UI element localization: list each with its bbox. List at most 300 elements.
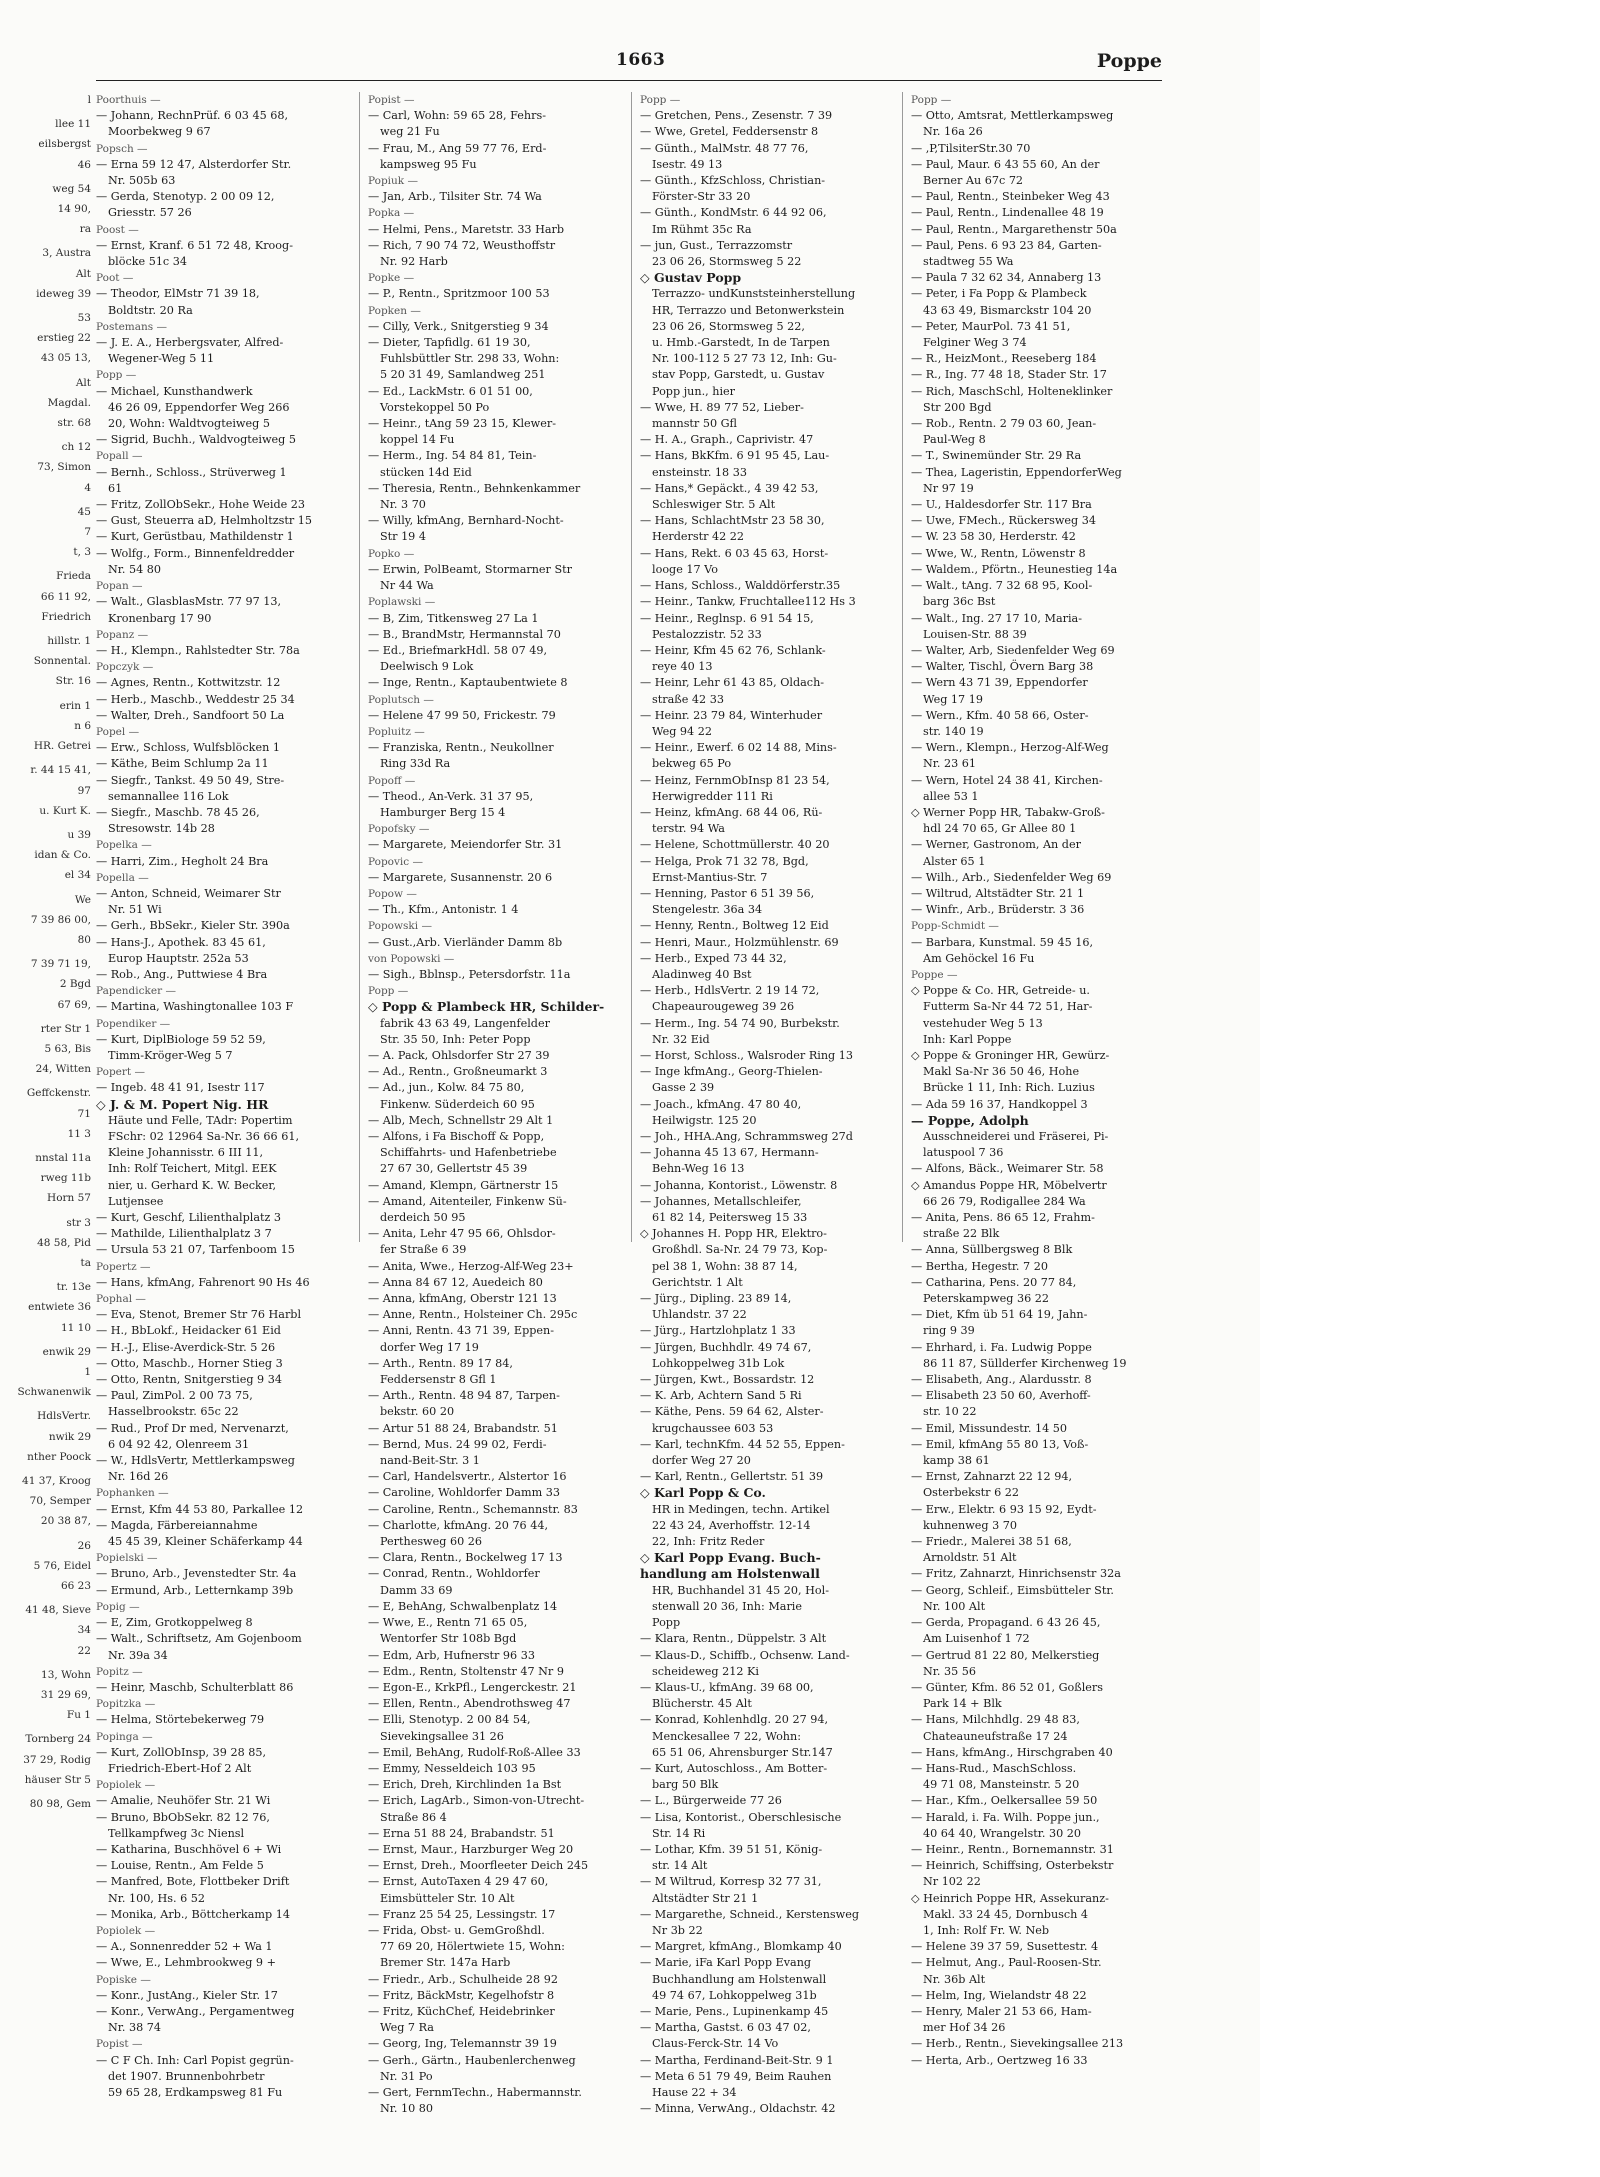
directory-entry: — J. E. A., Herbergsvater, Alfred- bbox=[96, 336, 284, 350]
directory-entry: Stengelestr. 36a 34 bbox=[652, 903, 763, 917]
directory-entry: — Artur 51 88 24, Brabandstr. 51 bbox=[368, 1421, 558, 1435]
directory-entry: — Wwe, H. 89 77 52, Lieber- bbox=[640, 400, 804, 414]
directory-entry: koppel 14 Fu bbox=[380, 433, 455, 447]
directory-entry: straße 42 33 bbox=[652, 692, 724, 706]
directory-entry: looge 17 Vo bbox=[652, 562, 718, 576]
page-header bbox=[96, 50, 1162, 81]
directory-entry: — Kurt, Geschf, Lilienthalplatz 3 bbox=[96, 1211, 282, 1225]
directory-entry: — Jürgen, Kwt., Bossardstr. 12 bbox=[640, 1373, 815, 1387]
directory-entry: — P., Rentn., Spritzmoor 100 53 bbox=[368, 287, 550, 301]
directory-entry: u. Hmb.-Garstedt, In de Tarpen bbox=[652, 336, 830, 350]
directory-entry: semannallee 116 Lok bbox=[108, 789, 229, 803]
directory-entry: scheideweg 212 Ki bbox=[652, 1664, 759, 1678]
surname-heading: Popelka — bbox=[96, 839, 152, 852]
directory-entry: 49 74 67, Lohkoppelweg 31b bbox=[652, 1988, 817, 2002]
directory-entry: — Jürg., Dipling. 23 89 14, bbox=[640, 1292, 792, 1306]
directory-entry: Peterskampweg 36 22 bbox=[923, 1292, 1050, 1306]
directory-entry: Popp bbox=[652, 1616, 681, 1630]
binding-fragment: 53 bbox=[77, 312, 91, 325]
surname-heading: Popczyk — bbox=[96, 661, 154, 674]
directory-entry: Aladinweg 40 Bst bbox=[652, 967, 752, 981]
directory-entry: — Caroline, Rentn., Schemannstr. 83 bbox=[368, 1502, 578, 1516]
directory-entry: — Bruno, Arb., Jevenstedter Str. 4a bbox=[96, 1567, 297, 1581]
directory-entry: — Anna 84 67 12, Auedeich 80 bbox=[368, 1275, 543, 1289]
directory-entry: — Hans, Schloss., Walddörferstr.35 bbox=[640, 579, 841, 593]
directory-entry: hdl 24 70 65, Gr Allee 80 1 bbox=[923, 822, 1077, 836]
directory-entry: — Walter, Dreh., Sandfoort 50 La bbox=[96, 708, 285, 722]
directory-entry: Inh: Karl Poppe bbox=[923, 1032, 1012, 1046]
directory-entry: — Günth., KondMstr. 6 44 92 06, bbox=[640, 206, 827, 220]
directory-entry: terstr. 94 Wa bbox=[652, 822, 725, 836]
directory-entry: — Amand, Aitenteiler, Finkenw Sü- bbox=[368, 1194, 567, 1208]
directory-entry: bekstr. 60 20 bbox=[380, 1405, 455, 1419]
directory-entry: — Heinr, Maschb, Schulterblatt 86 bbox=[96, 1680, 294, 1694]
binding-fragment: 24, Witten bbox=[35, 1063, 91, 1076]
directory-entry: Nr 102 22 bbox=[923, 1875, 981, 1889]
directory-entry: — Walter, Tischl, Övern Barg 38 bbox=[911, 660, 1094, 674]
directory-entry: — Peter, i Fa Popp & Plambeck bbox=[911, 287, 1087, 301]
directory-entry: — Erna 59 12 47, Alsterdorfer Str. bbox=[96, 157, 292, 171]
directory-entry: — Heinr. 23 79 84, Winterhuder bbox=[640, 708, 823, 722]
directory-entry: 22, Inh: Fritz Reder bbox=[652, 1535, 765, 1549]
directory-entry: pel 38 1, Wohn: 38 87 14, bbox=[652, 1259, 798, 1273]
surname-heading: Popp — bbox=[640, 94, 681, 106]
surname-heading: Popoff — bbox=[368, 774, 416, 787]
directory-entry: Nr. 32 Eid bbox=[652, 1032, 710, 1046]
directory-entry: 27 67 30, Gellertstr 45 39 bbox=[380, 1162, 528, 1176]
directory-entry: — Konr., JustAng., Kieler Str. 17 bbox=[96, 1988, 278, 2002]
directory-entry: Timm-Kröger-Weg 5 7 bbox=[108, 1048, 233, 1062]
directory-entry: Nr. 31 Po bbox=[380, 2069, 433, 2083]
directory-entry: — Martha, Gastst. 6 03 47 02, bbox=[640, 2021, 811, 2035]
directory-entry: — T., Swinemünder Str. 29 Ra bbox=[911, 449, 1082, 463]
directory-entry: Nr. 92 Harb bbox=[380, 255, 448, 269]
directory-entry: — Karl, technKfm. 44 52 55, Eppen- bbox=[640, 1437, 845, 1451]
surname-heading: Popofsky — bbox=[368, 823, 430, 836]
directory-entry: Ernst-Mantius-Str. 7 bbox=[652, 870, 768, 884]
directory-entry: allee 53 1 bbox=[923, 789, 979, 803]
directory-entry: Nr. 16a 26 bbox=[923, 125, 983, 139]
directory-entry: — Ingeb. 48 41 91, Isestr 117 bbox=[96, 1081, 265, 1095]
directory-entry: Herwigredder 111 Ri bbox=[652, 789, 773, 803]
scan-background bbox=[1260, 0, 1600, 2177]
directory-entry: — Kurt, ZollObInsp, 39 28 85, bbox=[96, 1745, 267, 1759]
directory-entry: — Ellen, Rentn., Abendrothsweg 47 bbox=[368, 1697, 571, 1711]
directory-entry: Moorbekweg 9 67 bbox=[108, 125, 211, 139]
directory-entry: — Clara, Rentn., Bockelweg 17 13 bbox=[368, 1551, 563, 1565]
surname-heading: Popitzka — bbox=[96, 1698, 156, 1711]
directory-entry: Tellkampfweg 3c Niensl bbox=[108, 1826, 245, 1840]
directory-entry: — Emil, BehAng, Rudolf-Roß-Allee 33 bbox=[368, 1745, 581, 1759]
binding-fragment: llee 11 bbox=[55, 118, 91, 131]
surname-heading: Popiolek — bbox=[96, 1779, 156, 1792]
directory-entry: — Dieter, Tapfidlg. 61 19 30, bbox=[368, 336, 531, 350]
directory-entry: — Margret, kfmAng., Blomkamp 40 bbox=[640, 1940, 842, 1954]
directory-entry: — M Wiltrud, Korresp 32 77 31, bbox=[640, 1875, 822, 1889]
directory-entry: — B., BrandMstr, Hermannstal 70 bbox=[368, 627, 561, 641]
column-rule bbox=[902, 92, 903, 1242]
binding-fragment: 73, Simon bbox=[37, 461, 91, 474]
directory-entry: — Gert, FernmTechn., Habermannstr. bbox=[368, 2085, 582, 2099]
directory-entry: — jun, Gust., Terrazzomstr bbox=[640, 238, 793, 252]
directory-entry: — Heinz, kfmAng. 68 44 06, Rü- bbox=[640, 805, 823, 819]
directory-entry: Chapeaurougeweg 39 26 bbox=[652, 1000, 795, 1014]
directory-entry: 23 06 26, Stormsweg 5 22 bbox=[652, 255, 802, 269]
directory-entry: dorfer Weg 27 20 bbox=[652, 1454, 751, 1468]
directory-entry: — W. 23 58 30, Herderstr. 42 bbox=[911, 530, 1076, 544]
surname-heading: Popsch — bbox=[96, 142, 148, 155]
binding-fragment: nwik 29 bbox=[48, 1430, 91, 1443]
directory-entry: Nr. 3 70 bbox=[380, 498, 426, 512]
directory-entry: — Erw., Elektr. 6 93 15 92, Eydt- bbox=[911, 1502, 1097, 1516]
binding-fragment: 3, Austra bbox=[42, 247, 91, 260]
binding-fragment: 37 29, Rodig bbox=[23, 1753, 91, 1766]
directory-entry: Kleine Johannisstr. 6 III 11, bbox=[108, 1146, 264, 1160]
directory-entry: Uhlandstr. 37 22 bbox=[652, 1308, 747, 1322]
surname-heading: Popovic — bbox=[368, 855, 424, 868]
surname-heading: Popist — bbox=[96, 2038, 143, 2051]
directory-entry: stadtweg 55 Wa bbox=[923, 255, 1014, 269]
directory-entry: 77 69 20, Hölertwiete 15, Wohn: bbox=[380, 1940, 565, 1954]
binding-fragment: 80 98, Gem bbox=[29, 1798, 91, 1811]
directory-entry: — Günth., KfzSchloss, Christian- bbox=[640, 174, 826, 188]
directory-entry: — Gust.,Arb. Vierländer Damm 8b bbox=[368, 935, 563, 949]
binding-fragment: Friedrich bbox=[41, 610, 91, 623]
directory-entry: Wegener-Weg 5 11 bbox=[108, 352, 215, 366]
directory-entry: — Ed., LackMstr. 6 01 51 00, bbox=[368, 384, 533, 398]
directory-entry: — Rob., Ang., Puttwiese 4 Bra bbox=[96, 967, 268, 981]
directory-entry: — Peter, MaurPol. 73 41 51, bbox=[911, 319, 1071, 333]
directory-entry: — Hans, Rekt. 6 03 45 63, Horst- bbox=[640, 546, 829, 560]
directory-entry: — Hans-Rud., MaschSchloss. bbox=[911, 1761, 1077, 1775]
directory-entry: blöcke 51c 34 bbox=[108, 255, 187, 269]
directory-entry: — Frida, Obst- u. GemGroßhdl. bbox=[368, 1923, 545, 1937]
directory-entry: mannstr 50 Gfl bbox=[652, 417, 738, 431]
directory-entry: mer Hof 34 26 bbox=[923, 2021, 1006, 2035]
directory-entry: stenwall 20 36, Inh: Marie bbox=[652, 1599, 802, 1613]
binding-fragment: 13, Wohn bbox=[41, 1668, 91, 1681]
binding-fragment: str. 68 bbox=[57, 417, 91, 430]
binding-fragment: Frieda bbox=[56, 570, 91, 583]
directory-entry: — Helene, Schottmüllerstr. 40 20 bbox=[640, 838, 830, 852]
surname-heading: Popan — bbox=[96, 580, 143, 593]
directory-entry: — Wern 43 71 39, Eppendorfer bbox=[911, 676, 1088, 690]
directory-entry: — Carl, Wohn: 59 65 28, Fehrs- bbox=[368, 109, 546, 123]
directory-entry: — Caroline, Wohldorfer Damm 33 bbox=[368, 1486, 560, 1500]
directory-entry: barg 50 Blk bbox=[652, 1778, 719, 1792]
directory-entry: Weg 17 19 bbox=[923, 692, 983, 706]
directory-entry: — Johanna 45 13 67, Hermann- bbox=[640, 1146, 819, 1160]
directory-entry: — Henny, Rentn., Boltweg 12 Eid bbox=[640, 919, 829, 933]
directory-entry: 86 11 87, Süllderfer Kirchenweg 19 bbox=[923, 1356, 1127, 1370]
directory-entry: Nr. 54 80 bbox=[108, 562, 162, 576]
directory-entry: — Herm., Ing. 54 84 81, Tein- bbox=[368, 449, 537, 463]
directory-entry: weg 21 Fu bbox=[380, 125, 440, 139]
directory-entry: — Michael, Kunsthandwerk bbox=[96, 384, 253, 398]
directory-entry: — Hans, Milchhdlg. 29 48 83, bbox=[911, 1713, 1080, 1727]
directory-entry: Am Gehöckel 16 Fu bbox=[923, 951, 1035, 965]
binding-fragment: 26 bbox=[77, 1539, 91, 1552]
directory-entry: Straße 86 4 bbox=[380, 1810, 447, 1824]
directory-entry: Ring 33d Ra bbox=[380, 757, 451, 771]
directory-entry: — Erich, Dreh, Kirchlinden 1a Bst bbox=[368, 1778, 562, 1792]
directory-entry: — Wern, Hotel 24 38 41, Kirchen- bbox=[911, 773, 1103, 787]
binding-fragment: 66 11 92, bbox=[40, 590, 91, 603]
directory-entry: ring 9 39 bbox=[923, 1324, 975, 1338]
directory-entry: — Bruno, BbObSekr. 82 12 76, bbox=[96, 1810, 270, 1824]
directory-entry: 45 45 39, Kleiner Schäferkamp 44 bbox=[108, 1535, 303, 1549]
directory-entry: — Walt., tAng. 7 32 68 95, Kool- bbox=[911, 579, 1093, 593]
binding-fragment: 97 bbox=[77, 784, 91, 797]
directory-entry: Nr. 100, Hs. 6 52 bbox=[108, 1891, 206, 1905]
binding-fragment: 7 bbox=[84, 526, 91, 539]
directory-entry: Osterbekstr 6 22 bbox=[923, 1486, 1019, 1500]
surname-heading: Popko — bbox=[368, 547, 415, 560]
directory-entry: — Emmy, Nesseldeich 103 95 bbox=[368, 1761, 536, 1775]
directory-entry: stücken 14d Eid bbox=[380, 465, 472, 479]
directory-entry: 23 06 26, Stormsweg 5 22, bbox=[652, 319, 805, 333]
directory-entry: — Heinr., tAng 59 23 15, Klewer- bbox=[368, 417, 557, 431]
binding-fragment: 66 23 bbox=[60, 1580, 91, 1593]
surname-heading: Popken — bbox=[368, 304, 421, 317]
directory-entry: — Heinr, Lehr 61 43 85, Oldach- bbox=[640, 676, 825, 690]
directory-entry: — Katharina, Buschhövel 6 + Wi bbox=[96, 1842, 282, 1856]
directory-entry: Herderstr 42 22 bbox=[652, 530, 745, 544]
directory-entry: — Franz 25 54 25, Lessingstr. 17 bbox=[368, 1907, 556, 1921]
directory-entry: — Frau, M., Ang 59 77 76, Erd- bbox=[368, 141, 547, 155]
directory-entry: Ausschneiderei und Fräserei, Pi- bbox=[923, 1130, 1109, 1143]
directory-entry: — Amalie, Neuhöfer Str. 21 Wi bbox=[96, 1794, 271, 1808]
directory-entry: str. 10 22 bbox=[923, 1405, 977, 1419]
surname-heading: Popanz — bbox=[96, 628, 149, 641]
directory-entry: — Theresia, Rentn., Behnkenkammer bbox=[368, 481, 581, 495]
binding-fragment: HdlsVertr. bbox=[37, 1410, 91, 1423]
directory-entry: — Rob., Rentn. 2 79 03 60, Jean- bbox=[911, 417, 1097, 431]
directory-entry: — Otto, Rentn, Snitgerstieg 9 34 bbox=[96, 1373, 282, 1387]
directory-entry: — Hans-J., Apothek. 83 45 61, bbox=[96, 935, 266, 949]
directory-entry: — Elisabeth, Ang., Alardusstr. 8 bbox=[911, 1373, 1092, 1387]
directory-entry: Nr. 39a 34 bbox=[108, 1648, 168, 1662]
directory-entry: 1, Inh: Rolf Fr. W. Neb bbox=[923, 1923, 1050, 1937]
directory-entry: — Monika, Arb., Böttcherkamp 14 bbox=[96, 1907, 290, 1921]
directory-entry: — Harald, i. Fa. Wilh. Poppe jun., bbox=[911, 1810, 1100, 1824]
directory-entry: — Edm, Arb, Hufnerstr 96 33 bbox=[368, 1648, 535, 1662]
directory-entry: kamp 38 61 bbox=[923, 1454, 990, 1468]
directory-entry: — Herb., Maschb., Weddestr 25 34 bbox=[96, 692, 295, 706]
binding-margin bbox=[0, 0, 95, 2177]
directory-entry: — Sigrid, Buchh., Waldvogteiweg 5 bbox=[96, 433, 296, 447]
directory-entry: ◇ Johannes H. Popp HR, Elektro- bbox=[640, 1227, 827, 1241]
directory-entry: — Ehrhard, i. Fa. Ludwig Poppe bbox=[911, 1340, 1092, 1354]
binding-fragment: el 34 bbox=[64, 869, 91, 882]
directory-entry: Paul-Weg 8 bbox=[923, 433, 986, 447]
surname-heading: Popka — bbox=[368, 207, 415, 220]
directory-entry: — Wiltrud, Altstädter Str. 21 1 bbox=[911, 886, 1085, 900]
directory-entry: — Arth., Rentn. 89 17 84, bbox=[368, 1356, 513, 1370]
directory-entry: Hamburger Berg 15 4 bbox=[380, 805, 506, 819]
directory-entry: Lutjensee bbox=[108, 1194, 164, 1208]
directory-entry: — Georg, Ing, Telemannstr 39 19 bbox=[368, 2037, 557, 2051]
directory-entry: — Johanna, Kontorist., Löwenstr. 8 bbox=[640, 1178, 838, 1192]
directory-entry: — Th., Kfm., Antonistr. 1 4 bbox=[368, 903, 519, 917]
directory-entry: — Herb., Rentn., Sievekingsallee 213 bbox=[911, 2037, 1124, 2051]
directory-entry: — Fritz, BäckMstr, Kegelhofstr 8 bbox=[368, 1988, 555, 2002]
directory-entry: 40 64 40, Wrangelstr. 30 20 bbox=[923, 1826, 1082, 1840]
surname-heading: Poot — bbox=[96, 272, 134, 285]
binding-fragment: Tornberg 24 bbox=[25, 1733, 91, 1746]
directory-entry: — Anni, Rentn. 43 71 39, Eppen- bbox=[368, 1324, 555, 1338]
directory-entry: — E, BehAng, Schwalbenplatz 14 bbox=[368, 1599, 558, 1613]
directory-entry: Makl Sa-Nr 36 50 46, Hohe bbox=[923, 1065, 1080, 1079]
directory-entry: Nr. 16d 26 bbox=[108, 1470, 169, 1484]
directory-entry: Förster-Str 33 20 bbox=[652, 190, 751, 204]
directory-entry: — Cilly, Verk., Snitgerstieg 9 34 bbox=[368, 319, 549, 333]
directory-entry: — Winfr., Arb., Brüderstr. 3 36 bbox=[911, 903, 1085, 917]
directory-entry: — Margarete, Susannenstr. 20 6 bbox=[368, 870, 553, 884]
directory-entry: Vorstekoppel 50 Po bbox=[380, 400, 490, 414]
directory-entry: — Martha, Ferdinand-Beit-Str. 9 1 bbox=[640, 2053, 834, 2067]
directory-entry: — Klaus-D., Schiffb., Ochsenw. Land- bbox=[640, 1648, 850, 1662]
directory-entry: Louisen-Str. 88 39 bbox=[923, 627, 1027, 641]
directory-entry: Inh: Rolf Teichert, Mitgl. EEK bbox=[108, 1162, 277, 1176]
directory-entry: — Agnes, Rentn., Kottwitzstr. 12 bbox=[96, 676, 281, 690]
directory-entry: Pestalozzistr. 52 33 bbox=[652, 627, 762, 641]
directory-entry: Park 14 + Blk bbox=[923, 1697, 1002, 1711]
directory-entry: — Ernst, Dreh., Moorfleeter Deich 245 bbox=[368, 1859, 589, 1873]
directory-entry: — Bertha, Hegestr. 7 20 bbox=[911, 1259, 1048, 1273]
directory-entry: — Jürg., Hartzlohplatz 1 33 bbox=[640, 1324, 796, 1338]
directory-entry: — Käthe, Pens. 59 64 62, Alster- bbox=[640, 1405, 824, 1419]
directory-entry: Im Rühmt 35c Ra bbox=[652, 222, 752, 236]
directory-entry: Nr. 23 61 bbox=[923, 757, 977, 771]
directory-entry: — E, Zim, Grotkoppelweg 8 bbox=[96, 1616, 253, 1630]
directory-entry: — Wern., Kfm. 40 58 66, Oster- bbox=[911, 708, 1089, 722]
directory-entry: — Conrad, Rentn., Wohldorfer bbox=[368, 1567, 540, 1581]
directory-entry: — Heinr., Ewerf. 6 02 14 88, Mins- bbox=[640, 741, 837, 755]
binding-fragment: nnstal 11a bbox=[35, 1151, 91, 1164]
directory-entry: fer Straße 6 39 bbox=[380, 1243, 467, 1257]
directory-entry: — Inge kfmAng., Georg-Thielen- bbox=[640, 1065, 823, 1079]
directory-entry: — Hans,* Gepäckt., 4 39 42 53, bbox=[640, 481, 819, 495]
directory-entry: — Theodor, ElMstr 71 39 18, bbox=[96, 287, 260, 301]
directory-entry: straße 22 Blk bbox=[923, 1227, 1000, 1241]
directory-entry: — Minna, VerwAng., Oldachstr. 42 bbox=[640, 2102, 836, 2116]
binding-fragment: 43 05 13, bbox=[40, 352, 91, 365]
directory-entry: fabrik 43 63 49, Langenfelder bbox=[380, 1016, 550, 1030]
directory-entry: — K. Arb, Achtern Sand 5 Ri bbox=[640, 1389, 802, 1403]
directory-entry: Nr 97 19 bbox=[923, 481, 974, 495]
directory-entry: — Käthe, Beim Schlump 2a 11 bbox=[96, 757, 269, 771]
directory-entry: stav Popp, Garstedt, u. Gustav bbox=[652, 368, 825, 382]
directory-entry: — Barbara, Kunstmal. 59 45 16, bbox=[911, 935, 1094, 949]
directory-entry: — Amand, Klempn, Gärtnerstr 15 bbox=[368, 1178, 559, 1192]
directory-entry: — Lisa, Kontorist., Oberschlesische bbox=[640, 1810, 842, 1824]
directory-entry: — Herm., Ing. 54 74 90, Burbekstr. bbox=[640, 1016, 840, 1030]
surname-heading: von Popowski — bbox=[368, 952, 455, 965]
directory-entry: — ,P,TilsiterStr.30 70 bbox=[911, 141, 1031, 155]
directory-entry: — Helma, Störtebekerweg 79 bbox=[96, 1713, 265, 1727]
directory-entry: Weg 94 22 bbox=[652, 724, 712, 738]
surname-heading: Popinga — bbox=[96, 1730, 153, 1743]
directory-entry: Str. 35 50, Inh: Peter Popp bbox=[380, 1032, 531, 1046]
directory-entry: Brücke 1 11, Inh: Rich. Luzius bbox=[923, 1081, 1095, 1095]
directory-entry: — Anita, Wwe., Herzog-Alf-Weg 23+ bbox=[368, 1259, 574, 1273]
directory-entry: — Ursula 53 21 07, Tarfenboom 15 bbox=[96, 1243, 295, 1257]
directory-entry: Feddersenstr 8 Gfl 1 bbox=[380, 1373, 497, 1387]
binding-fragment: 67 69, bbox=[57, 998, 91, 1011]
directory-entry: — Anna, kfmAng, Oberstr 121 13 bbox=[368, 1292, 557, 1306]
directory-entry: latuspool 7 36 bbox=[923, 1146, 1004, 1160]
directory-entry: Str 200 Bgd bbox=[923, 400, 992, 414]
directory-entry: — Paula 7 32 62 34, Annaberg 13 bbox=[911, 271, 1102, 285]
binding-fragment: 7 39 71 19, bbox=[30, 958, 91, 971]
directory-entry: — Herb., HdlsVertr. 2 19 14 72, bbox=[640, 984, 820, 998]
directory-entry: ◇ Heinrich Poppe HR, Assekuranz- bbox=[911, 1891, 1109, 1905]
directory-entry: Nr. 36b Alt bbox=[923, 1972, 986, 1986]
directory-entry: Lohkoppelweg 31b Lok bbox=[652, 1356, 785, 1370]
binding-fragment: 22 bbox=[77, 1644, 91, 1657]
directory-entry: — Rich, MaschSchl, Holteneklinker bbox=[911, 384, 1113, 398]
directory-entry: — R., HeizMont., Reeseberg 184 bbox=[911, 352, 1097, 366]
directory-entry: — Heinz, FernmObInsp 81 23 54, bbox=[640, 773, 830, 787]
directory-entry: Str 19 4 bbox=[380, 530, 426, 544]
directory-entry: — Friedr., Malerei 38 51 68, bbox=[911, 1535, 1072, 1549]
directory-entry: — Gertrud 81 22 80, Melkerstieg bbox=[911, 1648, 1100, 1662]
surname-heading: Poost — bbox=[96, 223, 139, 236]
surname-heading: Popiuk — bbox=[368, 175, 419, 188]
directory-entry: — Theod., An-Verk. 31 37 95, bbox=[368, 789, 534, 803]
directory-entry: — C F Ch. Inh: Carl Popist gegrün- bbox=[96, 2053, 294, 2067]
directory-entry: — Uwe, FMech., Rückersweg 34 bbox=[911, 514, 1096, 528]
directory-entry: — Inge, Rentn., Kaptaubentwiete 8 bbox=[368, 676, 568, 690]
surname-heading: Poplutsch — bbox=[368, 693, 434, 706]
directory-entry: Str. 14 Ri bbox=[652, 1826, 706, 1840]
directory-entry: Nr. 51 Wi bbox=[108, 903, 162, 917]
binding-fragment: ta bbox=[80, 1256, 91, 1269]
directory-entry: — Fritz, KüchChef, Heidebrinker bbox=[368, 2004, 555, 2018]
column-1 bbox=[96, 92, 351, 2172]
directory-entry: — Ad., Rentn., Großneumarkt 3 bbox=[368, 1065, 548, 1079]
directory-entry: — Anita, Lehr 47 95 66, Ohlsdor- bbox=[368, 1227, 556, 1241]
directory-entry: Behn-Weg 16 13 bbox=[652, 1162, 745, 1176]
binding-fragment: 71 bbox=[77, 1107, 91, 1120]
directory-entry: Nr. 505b 63 bbox=[108, 174, 176, 188]
directory-entry: — Günth., MalMstr. 48 77 76, bbox=[640, 141, 809, 155]
directory-entry: — Margarethe, Schneid., Kerstensweg bbox=[640, 1907, 860, 1921]
surname-heading: Popow — bbox=[368, 887, 417, 900]
directory-entry: Am Luisenhof 1 72 bbox=[923, 1632, 1030, 1646]
directory-entry: bekweg 65 Po bbox=[652, 757, 732, 771]
directory-entry: — Gretchen, Pens., Zesenstr. 7 39 bbox=[640, 109, 833, 123]
directory-entry: — Emil, kfmAng 55 80 13, Voß- bbox=[911, 1437, 1089, 1451]
directory-entry: Hasselbrookstr. 65c 22 bbox=[108, 1405, 239, 1419]
directory-entry: str. 14 Alt bbox=[652, 1859, 708, 1873]
directory-entry: — Margarete, Meiendorfer Str. 31 bbox=[368, 838, 563, 852]
directory-entry: — H.-J., Elise-Averdick-Str. 5 26 bbox=[96, 1340, 276, 1354]
directory-entry: HR, Buchhandel 31 45 20, Hol- bbox=[652, 1583, 829, 1597]
firm-entry: ◇ J. & M. Popert Nig. HR bbox=[96, 1096, 269, 1112]
directory-entry: — Hans, kfmAng., Hirschgraben 40 bbox=[911, 1745, 1113, 1759]
directory-entry: Griesstr. 57 26 bbox=[108, 206, 192, 220]
directory-entry: — Erwin, PolBeamt, Stormarner Str bbox=[368, 562, 572, 576]
binding-fragment: Alt bbox=[75, 267, 91, 280]
directory-entry: — B, Zim, Titkensweg 27 La 1 bbox=[368, 611, 539, 625]
directory-entry: — Thea, Lageristin, EppendorferWeg bbox=[911, 465, 1122, 479]
directory-entry: — Kurt, Gerüstbau, Mathildenstr 1 bbox=[96, 530, 294, 544]
directory-entry: — Klaus-U., kfmAng. 39 68 00, bbox=[640, 1680, 814, 1694]
directory-entry: — Jan, Arb., Tilsiter Str. 74 Wa bbox=[368, 190, 542, 204]
binding-fragment: r. 44 15 41, bbox=[30, 764, 91, 777]
